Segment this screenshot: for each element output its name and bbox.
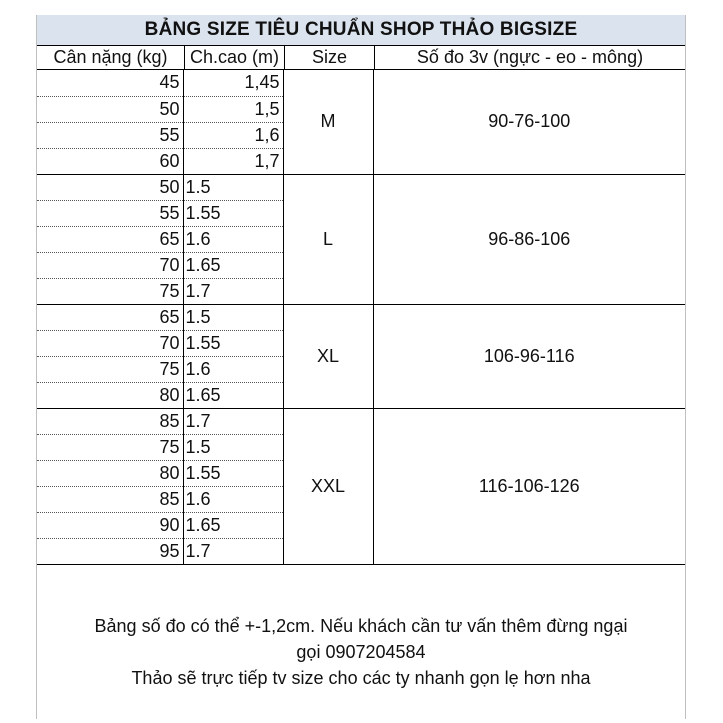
height-cell: 1.6 [183, 356, 283, 382]
size-cell: L [283, 174, 373, 304]
weight-cell: 65 [37, 226, 183, 252]
height-cell: 1,45 [183, 70, 283, 96]
weight-cell: 45 [37, 70, 183, 96]
weight-cell: 90 [37, 512, 183, 538]
measurement-cell: 116-106-126 [373, 408, 685, 564]
header-size: Size [311, 47, 347, 67]
weight-cell: 70 [37, 252, 183, 278]
measurement-cell: 90-76-100 [373, 70, 685, 174]
measurement-cell: 106-96-116 [373, 304, 685, 408]
weight-cell: 75 [37, 434, 183, 460]
height-cell: 1,7 [183, 148, 283, 174]
height-cell: 1.65 [183, 512, 283, 538]
note-line-2: gọi 0907204584 [296, 642, 426, 662]
weight-cell: 55 [37, 122, 183, 148]
weight-cell: 85 [37, 486, 183, 512]
height-cell: 1.6 [183, 226, 283, 252]
table-row [37, 304, 685, 330]
weight-cell: 80 [37, 382, 183, 408]
height-cell: 1.55 [183, 200, 283, 226]
weight-cell: 75 [37, 356, 183, 382]
height-cell: 1.7 [183, 538, 283, 564]
weight-cell: 75 [37, 278, 183, 304]
table-row [37, 408, 685, 434]
size-table [37, 70, 685, 565]
header-weight: Cân nặng (kg) [53, 47, 168, 67]
table-row [37, 174, 685, 200]
height-cell: 1.65 [183, 382, 283, 408]
weight-cell: 60 [37, 148, 183, 174]
footer-note [37, 613, 685, 691]
weight-cell: 80 [37, 460, 183, 486]
measurement-cell: 96-86-106 [373, 174, 685, 304]
size-cell: M [283, 70, 373, 174]
size-cell: XXL [283, 408, 373, 564]
header-divider [284, 46, 285, 70]
weight-cell: 85 [37, 408, 183, 434]
weight-cell: 65 [37, 304, 183, 330]
height-cell: 1.5 [183, 304, 283, 330]
weight-cell: 50 [37, 174, 183, 200]
size-cell: XL [283, 304, 373, 408]
height-cell: 1.55 [183, 330, 283, 356]
weight-cell: 50 [37, 96, 183, 122]
height-cell: 1,5 [183, 96, 283, 122]
note-line-1: Bảng số đo có thể +-1,2cm. Nếu khách cần tư vấn thêm đừng ngại [94, 616, 628, 636]
weight-cell: 95 [37, 538, 183, 564]
header-measurements: Số đo 3v (ngực - eo - mông) [416, 47, 644, 67]
table-row [37, 70, 685, 96]
weight-cell: 70 [37, 330, 183, 356]
header-divider [374, 46, 375, 70]
height-cell: 1.65 [183, 252, 283, 278]
height-cell: 1.7 [183, 408, 283, 434]
header-divider [184, 46, 185, 70]
height-cell: 1.7 [183, 278, 283, 304]
height-cell: 1.6 [183, 486, 283, 512]
header-height: Ch.cao (m) [189, 47, 279, 67]
size-chart-sheet [36, 15, 686, 719]
chart-title: BẢNG SIZE TIÊU CHUẨN SHOP THẢO BIGSIZE [37, 15, 685, 46]
weight-cell: 55 [37, 200, 183, 226]
note-line-3: Thảo sẽ trực tiếp tv size cho các ty nhanh gọn lẹ hơn nha [131, 668, 591, 688]
height-cell: 1.5 [183, 434, 283, 460]
height-cell: 1.55 [183, 460, 283, 486]
height-cell: 1,6 [183, 122, 283, 148]
height-cell: 1.5 [183, 174, 283, 200]
